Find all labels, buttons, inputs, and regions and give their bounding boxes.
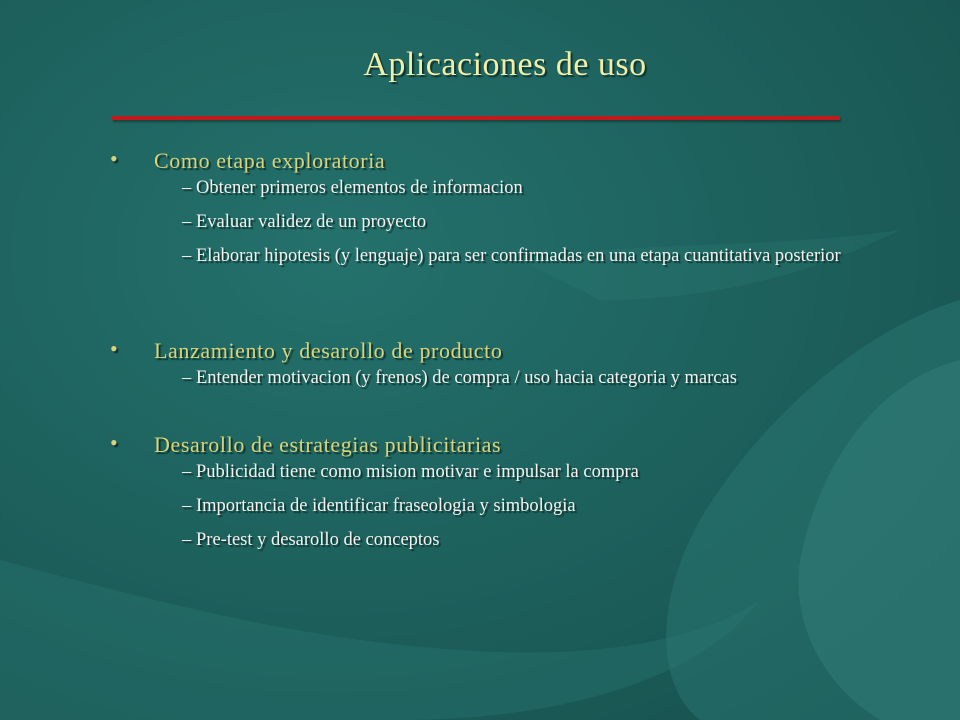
sub-item — [110, 368, 910, 389]
sub-item-text: Obtener primeros elementos de informacion — [196, 178, 523, 198]
bullet-heading — [110, 432, 910, 462]
slide-title: Aplicaciones de uso — [363, 46, 647, 83]
bullet-dot: • — [110, 146, 119, 171]
dash-mark: – — [182, 212, 192, 232]
sub-item — [110, 246, 910, 267]
sub-item-text: Evaluar validez de un proyecto — [196, 212, 427, 232]
dash-mark: – — [182, 246, 192, 266]
bullet-heading — [110, 338, 910, 368]
sub-item — [110, 496, 910, 517]
dash-mark: – — [182, 530, 192, 550]
sub-item — [110, 530, 910, 551]
bullet-heading-text: Como etapa exploratoria — [154, 148, 386, 173]
section-product-launch — [110, 338, 910, 402]
sub-item — [110, 212, 910, 233]
dash-mark: – — [182, 462, 192, 482]
sub-item-text: Entender motivacion (y frenos) de compra / uso hacia categoria y marcas — [196, 368, 737, 388]
dash-mark: – — [182, 496, 192, 516]
dash-mark: – — [182, 178, 192, 198]
title-underline — [112, 116, 840, 120]
bullet-heading-text: Lanzamiento y desarollo de producto — [154, 338, 503, 363]
dash-mark: – — [182, 368, 192, 388]
sub-item-text: Importancia de identificar fraseologia y simbologia — [196, 496, 576, 516]
bullet-heading — [110, 148, 910, 178]
bullet-heading-text: Desarollo de estrategias publicitarias — [154, 432, 502, 457]
sub-item — [110, 178, 910, 199]
section-advertising — [110, 432, 910, 564]
sub-item-text: Publicidad tiene como mision motivar e impulsar la compra — [196, 462, 639, 482]
sub-item — [110, 462, 910, 483]
sub-item-text: Elaborar hipotesis (y lenguaje) para ser confirmadas en una etapa cuantitativa posterior — [196, 246, 841, 266]
sub-item-text: Pre-test y desarollo de conceptos — [196, 530, 440, 550]
bullet-dot: • — [110, 430, 119, 455]
section-exploratory — [110, 148, 910, 280]
bullet-dot: • — [110, 336, 119, 361]
